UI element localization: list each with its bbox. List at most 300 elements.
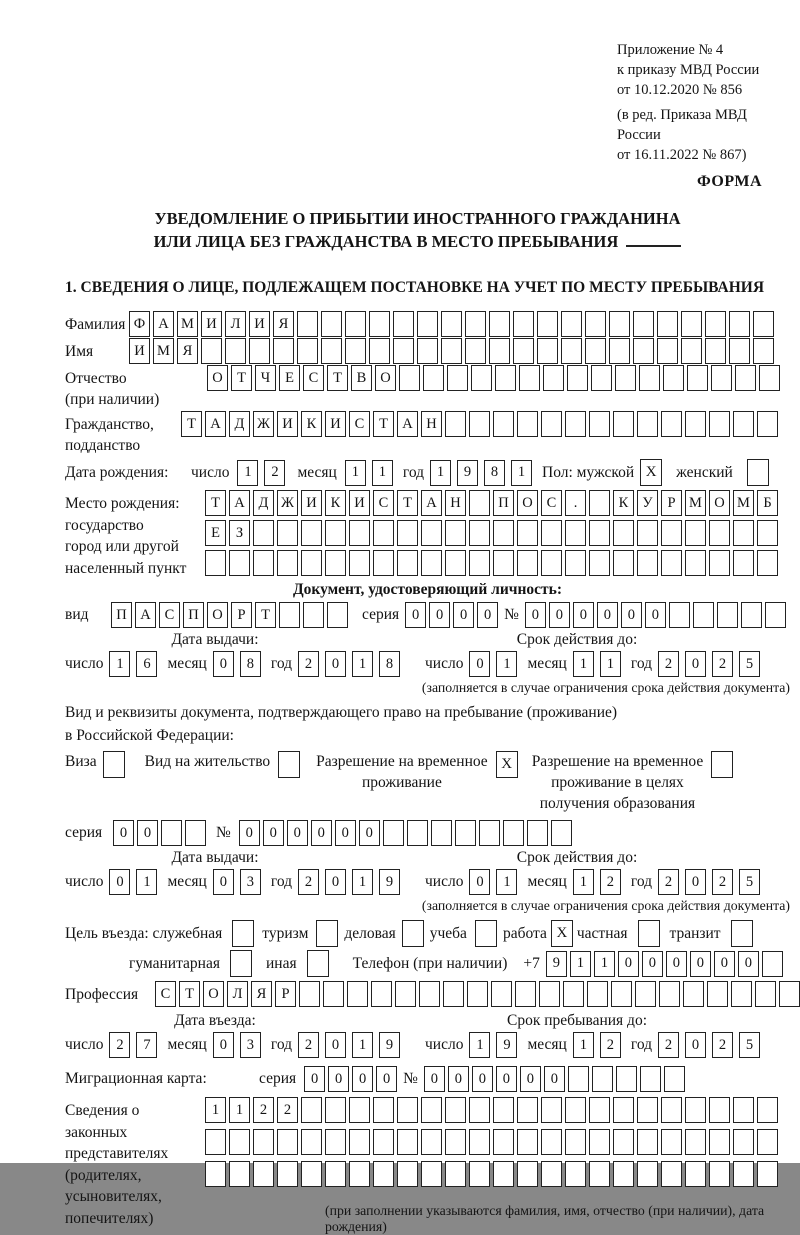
char-box[interactable]: С: [373, 490, 394, 516]
char-box[interactable]: 2: [253, 1097, 274, 1123]
char-box[interactable]: [637, 550, 658, 576]
char-box[interactable]: [489, 338, 510, 364]
char-box[interactable]: А: [397, 411, 418, 437]
char-box[interactable]: [445, 520, 466, 546]
char-box[interactable]: [373, 1129, 394, 1155]
char-box[interactable]: [589, 1097, 610, 1123]
char-box[interactable]: Н: [421, 411, 442, 437]
char-box[interactable]: Т: [179, 981, 200, 1007]
char-box[interactable]: [613, 1161, 634, 1187]
char-box[interactable]: [253, 550, 274, 576]
char-box[interactable]: [592, 1066, 613, 1092]
char-box[interactable]: 0: [597, 602, 618, 628]
char-box[interactable]: [253, 1161, 274, 1187]
char-box[interactable]: [633, 338, 654, 364]
char-box[interactable]: Ч: [255, 365, 276, 391]
char-box[interactable]: [399, 365, 420, 391]
char-box[interactable]: [609, 338, 630, 364]
char-box[interactable]: 1: [573, 869, 594, 895]
char-box[interactable]: [517, 1161, 538, 1187]
char-box[interactable]: 1: [573, 651, 594, 677]
char-box[interactable]: [225, 338, 246, 364]
char-box[interactable]: А: [421, 490, 442, 516]
purpose-work-checkbox[interactable]: X: [551, 920, 573, 947]
char-box[interactable]: [757, 520, 778, 546]
char-box[interactable]: [349, 1097, 370, 1123]
char-box[interactable]: 0: [469, 651, 490, 677]
char-box[interactable]: [417, 338, 438, 364]
purpose-transit-checkbox[interactable]: [731, 920, 753, 947]
char-box[interactable]: Л: [225, 311, 246, 337]
char-box[interactable]: 9: [379, 1032, 400, 1058]
char-box[interactable]: [417, 311, 438, 337]
char-box[interactable]: [635, 981, 656, 1007]
char-box[interactable]: О: [517, 490, 538, 516]
char-box[interactable]: 5: [739, 1032, 760, 1058]
char-box[interactable]: [325, 1161, 346, 1187]
char-box[interactable]: [493, 550, 514, 576]
char-box[interactable]: [297, 338, 318, 364]
char-box[interactable]: [205, 1129, 226, 1155]
char-box[interactable]: 0: [477, 602, 498, 628]
char-box[interactable]: [397, 1097, 418, 1123]
char-box[interactable]: 0: [328, 1066, 349, 1092]
char-box[interactable]: [469, 1161, 490, 1187]
char-box[interactable]: [395, 981, 416, 1007]
char-box[interactable]: [539, 981, 560, 1007]
char-box[interactable]: 1: [352, 869, 373, 895]
char-box[interactable]: [589, 411, 610, 437]
char-box[interactable]: [349, 550, 370, 576]
char-box[interactable]: [541, 520, 562, 546]
char-box[interactable]: [277, 1161, 298, 1187]
char-box[interactable]: 0: [621, 602, 642, 628]
char-box[interactable]: [297, 311, 318, 337]
char-box[interactable]: [709, 1161, 730, 1187]
char-box[interactable]: [637, 1129, 658, 1155]
char-box[interactable]: 1: [496, 651, 517, 677]
char-box[interactable]: [277, 550, 298, 576]
char-box[interactable]: [589, 1129, 610, 1155]
char-box[interactable]: [657, 311, 678, 337]
char-box[interactable]: [563, 981, 584, 1007]
char-box[interactable]: [161, 820, 182, 846]
char-box[interactable]: 0: [325, 1032, 346, 1058]
char-box[interactable]: [637, 411, 658, 437]
char-box[interactable]: [301, 1161, 322, 1187]
char-box[interactable]: Д: [253, 490, 274, 516]
sex-female-checkbox[interactable]: [747, 459, 769, 486]
char-box[interactable]: Р: [231, 602, 252, 628]
char-box[interactable]: М: [685, 490, 706, 516]
char-box[interactable]: [565, 520, 586, 546]
char-box[interactable]: И: [349, 490, 370, 516]
char-box[interactable]: [229, 1161, 250, 1187]
char-box[interactable]: [349, 1161, 370, 1187]
purpose-private-checkbox[interactable]: [638, 920, 660, 947]
char-box[interactable]: [443, 981, 464, 1007]
char-box[interactable]: Т: [327, 365, 348, 391]
char-box[interactable]: [681, 311, 702, 337]
char-box[interactable]: [383, 820, 404, 846]
char-box[interactable]: С: [155, 981, 176, 1007]
char-box[interactable]: [589, 1161, 610, 1187]
char-box[interactable]: [491, 981, 512, 1007]
temp-residence-edu-checkbox[interactable]: [711, 751, 733, 778]
char-box[interactable]: 0: [685, 869, 706, 895]
char-box[interactable]: [467, 981, 488, 1007]
char-box[interactable]: [513, 311, 534, 337]
char-box[interactable]: [445, 550, 466, 576]
char-box[interactable]: [613, 411, 634, 437]
char-box[interactable]: 1: [109, 651, 130, 677]
char-box[interactable]: 2: [600, 1032, 621, 1058]
char-box[interactable]: [397, 1161, 418, 1187]
char-box[interactable]: 1: [594, 951, 615, 977]
char-box[interactable]: [685, 550, 706, 576]
purpose-study-checkbox[interactable]: [475, 920, 497, 947]
char-box[interactable]: [493, 1161, 514, 1187]
char-box[interactable]: [325, 550, 346, 576]
char-box[interactable]: 0: [469, 869, 490, 895]
char-box[interactable]: [279, 602, 300, 628]
char-box[interactable]: [441, 338, 462, 364]
char-box[interactable]: [733, 1097, 754, 1123]
char-box[interactable]: [205, 1161, 226, 1187]
char-box[interactable]: [447, 365, 468, 391]
char-box[interactable]: [229, 1129, 250, 1155]
char-box[interactable]: [301, 550, 322, 576]
visa-checkbox[interactable]: [103, 751, 125, 778]
char-box[interactable]: [589, 550, 610, 576]
char-box[interactable]: [687, 365, 708, 391]
char-box[interactable]: 0: [213, 869, 234, 895]
char-box[interactable]: 0: [573, 602, 594, 628]
char-box[interactable]: [369, 311, 390, 337]
char-box[interactable]: [705, 338, 726, 364]
char-box[interactable]: [762, 951, 783, 977]
char-box[interactable]: Т: [231, 365, 252, 391]
char-box[interactable]: 0: [448, 1066, 469, 1092]
char-box[interactable]: [393, 338, 414, 364]
char-box[interactable]: [637, 1161, 658, 1187]
char-box[interactable]: П: [183, 602, 204, 628]
char-box[interactable]: [469, 520, 490, 546]
char-box[interactable]: Б: [757, 490, 778, 516]
char-box[interactable]: 0: [520, 1066, 541, 1092]
char-box[interactable]: [465, 338, 486, 364]
char-box[interactable]: 2: [109, 1032, 130, 1058]
char-box[interactable]: И: [201, 311, 222, 337]
char-box[interactable]: [325, 1097, 346, 1123]
char-box[interactable]: [321, 338, 342, 364]
char-box[interactable]: [541, 411, 562, 437]
char-box[interactable]: 1: [573, 1032, 594, 1058]
char-box[interactable]: [733, 520, 754, 546]
char-box[interactable]: 0: [738, 951, 759, 977]
char-box[interactable]: [585, 311, 606, 337]
char-box[interactable]: [325, 1129, 346, 1155]
char-box[interactable]: 0: [714, 951, 735, 977]
char-box[interactable]: 1: [352, 651, 373, 677]
char-box[interactable]: А: [229, 490, 250, 516]
char-box[interactable]: 2: [658, 1032, 679, 1058]
char-box[interactable]: 2: [712, 1032, 733, 1058]
char-box[interactable]: [707, 981, 728, 1007]
char-box[interactable]: [755, 981, 776, 1007]
char-box[interactable]: 0: [311, 820, 332, 846]
char-box[interactable]: К: [325, 490, 346, 516]
char-box[interactable]: В: [351, 365, 372, 391]
char-box[interactable]: 2: [600, 869, 621, 895]
char-box[interactable]: 0: [429, 602, 450, 628]
char-box[interactable]: 1: [496, 869, 517, 895]
char-box[interactable]: [709, 1097, 730, 1123]
char-box[interactable]: [321, 311, 342, 337]
char-box[interactable]: [543, 365, 564, 391]
char-box[interactable]: [469, 1129, 490, 1155]
char-box[interactable]: 9: [496, 1032, 517, 1058]
purpose-other-checkbox[interactable]: [307, 950, 329, 977]
char-box[interactable]: [709, 520, 730, 546]
char-box[interactable]: [640, 1066, 661, 1092]
char-box[interactable]: [397, 1129, 418, 1155]
char-box[interactable]: [711, 365, 732, 391]
char-box[interactable]: [469, 411, 490, 437]
char-box[interactable]: [325, 520, 346, 546]
char-box[interactable]: 0: [685, 651, 706, 677]
char-box[interactable]: [757, 411, 778, 437]
char-box[interactable]: [541, 1129, 562, 1155]
char-box[interactable]: [589, 520, 610, 546]
char-box[interactable]: [471, 365, 492, 391]
char-box[interactable]: 2: [658, 869, 679, 895]
char-box[interactable]: [541, 550, 562, 576]
char-box[interactable]: [733, 1129, 754, 1155]
char-box[interactable]: 0: [352, 1066, 373, 1092]
char-box[interactable]: [731, 981, 752, 1007]
char-box[interactable]: [661, 550, 682, 576]
char-box[interactable]: 8: [379, 651, 400, 677]
char-box[interactable]: М: [177, 311, 198, 337]
char-box[interactable]: [229, 550, 250, 576]
char-box[interactable]: [373, 1097, 394, 1123]
char-box[interactable]: М: [153, 338, 174, 364]
char-box[interactable]: [753, 338, 774, 364]
char-box[interactable]: [709, 411, 730, 437]
char-box[interactable]: [441, 311, 462, 337]
char-box[interactable]: [445, 1097, 466, 1123]
char-box[interactable]: 0: [472, 1066, 493, 1092]
char-box[interactable]: С: [303, 365, 324, 391]
char-box[interactable]: [759, 365, 780, 391]
char-box[interactable]: [757, 550, 778, 576]
char-box[interactable]: [369, 338, 390, 364]
char-box[interactable]: [551, 820, 572, 846]
char-box[interactable]: [253, 1129, 274, 1155]
char-box[interactable]: [613, 550, 634, 576]
char-box[interactable]: [445, 411, 466, 437]
char-box[interactable]: [445, 1129, 466, 1155]
char-box[interactable]: [541, 1097, 562, 1123]
char-box[interactable]: О: [375, 365, 396, 391]
char-box[interactable]: О: [207, 365, 228, 391]
char-box[interactable]: 1: [352, 1032, 373, 1058]
char-box[interactable]: 1: [430, 460, 451, 486]
char-box[interactable]: [615, 365, 636, 391]
char-box[interactable]: И: [325, 411, 346, 437]
char-box[interactable]: 1: [229, 1097, 250, 1123]
char-box[interactable]: [469, 550, 490, 576]
char-box[interactable]: [301, 1097, 322, 1123]
char-box[interactable]: [661, 1129, 682, 1155]
char-box[interactable]: 5: [739, 651, 760, 677]
char-box[interactable]: [637, 1097, 658, 1123]
char-box[interactable]: [709, 1129, 730, 1155]
char-box[interactable]: 9: [379, 869, 400, 895]
char-box[interactable]: [613, 520, 634, 546]
char-box[interactable]: [705, 311, 726, 337]
char-box[interactable]: А: [153, 311, 174, 337]
char-box[interactable]: 2: [298, 1032, 319, 1058]
char-box[interactable]: [277, 1129, 298, 1155]
char-box[interactable]: [407, 820, 428, 846]
char-box[interactable]: 2: [712, 869, 733, 895]
char-box[interactable]: [757, 1161, 778, 1187]
char-box[interactable]: [469, 490, 490, 516]
char-box[interactable]: К: [301, 411, 322, 437]
char-box[interactable]: [479, 820, 500, 846]
char-box[interactable]: 1: [345, 460, 366, 486]
char-box[interactable]: [421, 550, 442, 576]
char-box[interactable]: Т: [373, 411, 394, 437]
char-box[interactable]: 6: [136, 651, 157, 677]
char-box[interactable]: [397, 550, 418, 576]
char-box[interactable]: 0: [239, 820, 260, 846]
char-box[interactable]: [327, 602, 348, 628]
char-box[interactable]: 0: [690, 951, 711, 977]
char-box[interactable]: [729, 338, 750, 364]
char-box[interactable]: [513, 338, 534, 364]
char-box[interactable]: [537, 311, 558, 337]
char-box[interactable]: [683, 981, 704, 1007]
char-box[interactable]: Т: [181, 411, 202, 437]
char-box[interactable]: [561, 311, 582, 337]
char-box[interactable]: [633, 311, 654, 337]
char-box[interactable]: [493, 520, 514, 546]
char-box[interactable]: 0: [335, 820, 356, 846]
char-box[interactable]: [693, 602, 714, 628]
char-box[interactable]: 2: [298, 651, 319, 677]
char-box[interactable]: З: [229, 520, 250, 546]
char-box[interactable]: Ж: [253, 411, 274, 437]
char-box[interactable]: [455, 820, 476, 846]
char-box[interactable]: [639, 365, 660, 391]
char-box[interactable]: [345, 311, 366, 337]
char-box[interactable]: И: [249, 311, 270, 337]
char-box[interactable]: С: [159, 602, 180, 628]
char-box[interactable]: [421, 1161, 442, 1187]
char-box[interactable]: Т: [397, 490, 418, 516]
char-box[interactable]: [393, 311, 414, 337]
char-box[interactable]: 0: [109, 869, 130, 895]
char-box[interactable]: Л: [227, 981, 248, 1007]
char-box[interactable]: 0: [453, 602, 474, 628]
char-box[interactable]: [735, 365, 756, 391]
char-box[interactable]: [757, 1129, 778, 1155]
char-box[interactable]: [349, 520, 370, 546]
char-box[interactable]: 0: [213, 1032, 234, 1058]
char-box[interactable]: [685, 520, 706, 546]
char-box[interactable]: [489, 311, 510, 337]
char-box[interactable]: 0: [496, 1066, 517, 1092]
char-box[interactable]: [373, 1161, 394, 1187]
char-box[interactable]: [347, 981, 368, 1007]
char-box[interactable]: 2: [712, 651, 733, 677]
purpose-official-checkbox[interactable]: [232, 920, 254, 947]
char-box[interactable]: Р: [661, 490, 682, 516]
char-box[interactable]: [517, 1129, 538, 1155]
char-box[interactable]: [303, 602, 324, 628]
char-box[interactable]: [685, 411, 706, 437]
char-box[interactable]: О: [203, 981, 224, 1007]
purpose-tourism-checkbox[interactable]: [316, 920, 338, 947]
char-box[interactable]: С: [349, 411, 370, 437]
char-box[interactable]: [661, 520, 682, 546]
char-box[interactable]: Я: [273, 311, 294, 337]
char-box[interactable]: [765, 602, 786, 628]
char-box[interactable]: [517, 411, 538, 437]
char-box[interactable]: [493, 411, 514, 437]
char-box[interactable]: 0: [544, 1066, 565, 1092]
char-box[interactable]: [685, 1129, 706, 1155]
char-box[interactable]: Т: [205, 490, 226, 516]
purpose-humanitarian-checkbox[interactable]: [230, 950, 252, 977]
char-box[interactable]: И: [301, 490, 322, 516]
char-box[interactable]: [421, 1097, 442, 1123]
char-box[interactable]: [421, 1129, 442, 1155]
char-box[interactable]: Е: [205, 520, 226, 546]
char-box[interactable]: [565, 1097, 586, 1123]
char-box[interactable]: 8: [240, 651, 261, 677]
char-box[interactable]: [423, 365, 444, 391]
char-box[interactable]: 3: [240, 1032, 261, 1058]
char-box[interactable]: [493, 1129, 514, 1155]
char-box[interactable]: 0: [213, 651, 234, 677]
char-box[interactable]: [659, 981, 680, 1007]
char-box[interactable]: [757, 1097, 778, 1123]
char-box[interactable]: П: [111, 602, 132, 628]
char-box[interactable]: Ф: [129, 311, 150, 337]
char-box[interactable]: [589, 490, 610, 516]
char-box[interactable]: [421, 520, 442, 546]
char-box[interactable]: 0: [304, 1066, 325, 1092]
char-box[interactable]: [733, 1161, 754, 1187]
char-box[interactable]: 1: [600, 651, 621, 677]
char-box[interactable]: 0: [405, 602, 426, 628]
char-box[interactable]: Я: [177, 338, 198, 364]
char-box[interactable]: [609, 311, 630, 337]
char-box[interactable]: [397, 520, 418, 546]
char-box[interactable]: .: [565, 490, 586, 516]
char-box[interactable]: 2: [658, 651, 679, 677]
char-box[interactable]: 0: [666, 951, 687, 977]
char-box[interactable]: [517, 550, 538, 576]
char-box[interactable]: С: [541, 490, 562, 516]
char-box[interactable]: [299, 981, 320, 1007]
char-box[interactable]: [613, 1129, 634, 1155]
char-box[interactable]: [277, 520, 298, 546]
